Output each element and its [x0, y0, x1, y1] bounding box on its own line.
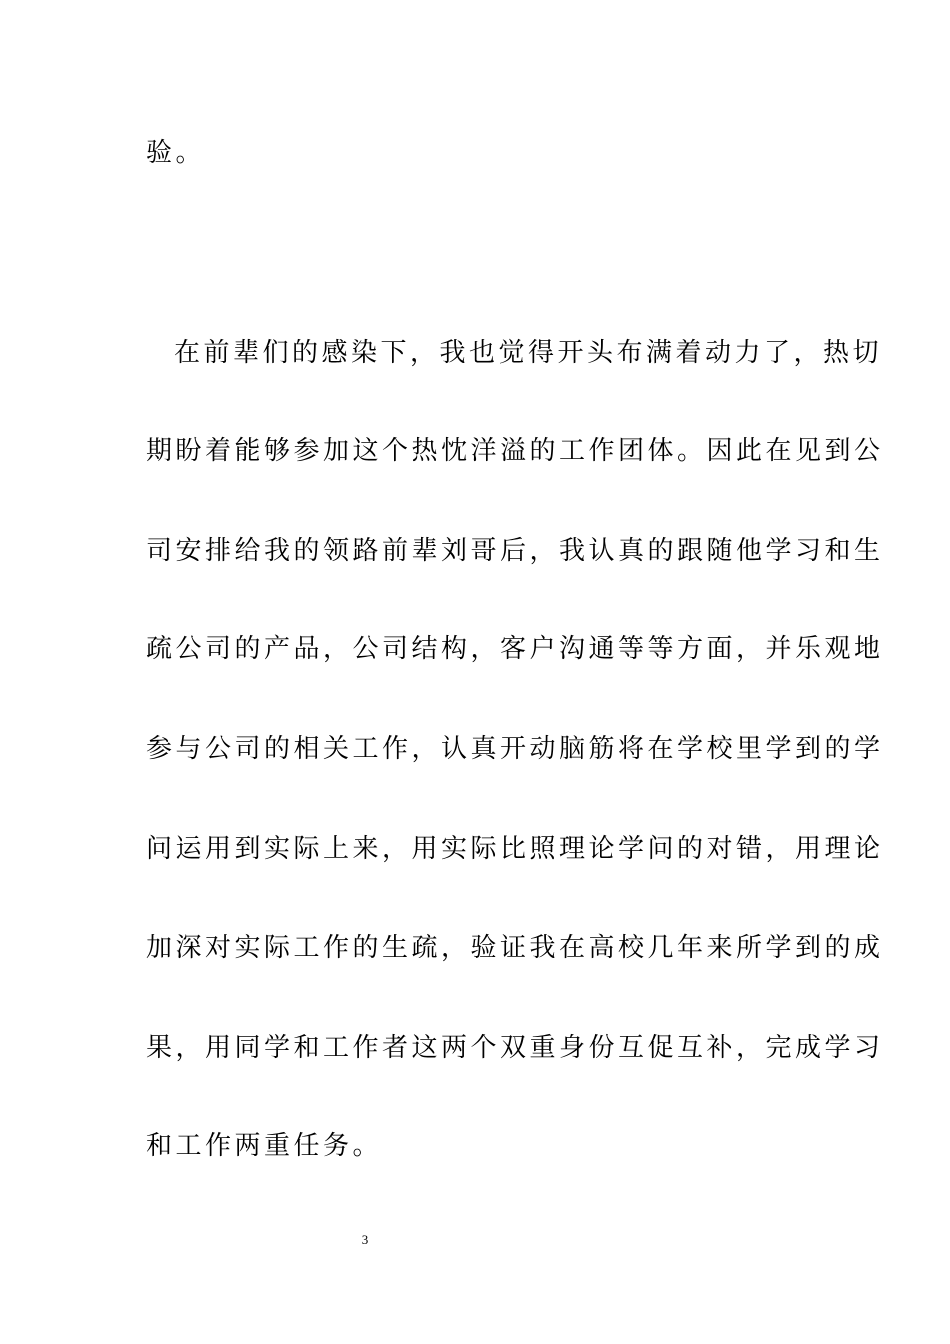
text-line-4: 司安排给我的领路前辈刘哥后，我认真的跟随他学习和生: [146, 536, 884, 566]
text-line-6: 参与公司的相关工作，认真开动脑筋将在学校里学到的学: [146, 734, 884, 764]
text-line-3: 期盼着能够参加这个热忱洋溢的工作团体。因此在见到公: [146, 436, 884, 466]
text-line-5: 疏公司的产品，公司结构，客户沟通等等方面，并乐观地: [146, 634, 884, 664]
text-line-8: 加深对实际工作的生疏，验证我在高校几年来所学到的成: [146, 933, 884, 963]
page-number: 3: [361, 1232, 369, 1247]
text-line-7: 问运用到实际上来，用实际比照理论学问的对错，用理论: [146, 834, 884, 864]
text-line-9: 果，用同学和工作者这两个双重身份互促互补，完成学习: [146, 1033, 884, 1063]
text-line-2: 在前辈们的感染下，我也觉得开头布满着动力了，热切: [174, 338, 883, 368]
text-line-1: 验。: [146, 138, 206, 168]
text-line-10: 和工作两重任务。: [146, 1131, 383, 1161]
